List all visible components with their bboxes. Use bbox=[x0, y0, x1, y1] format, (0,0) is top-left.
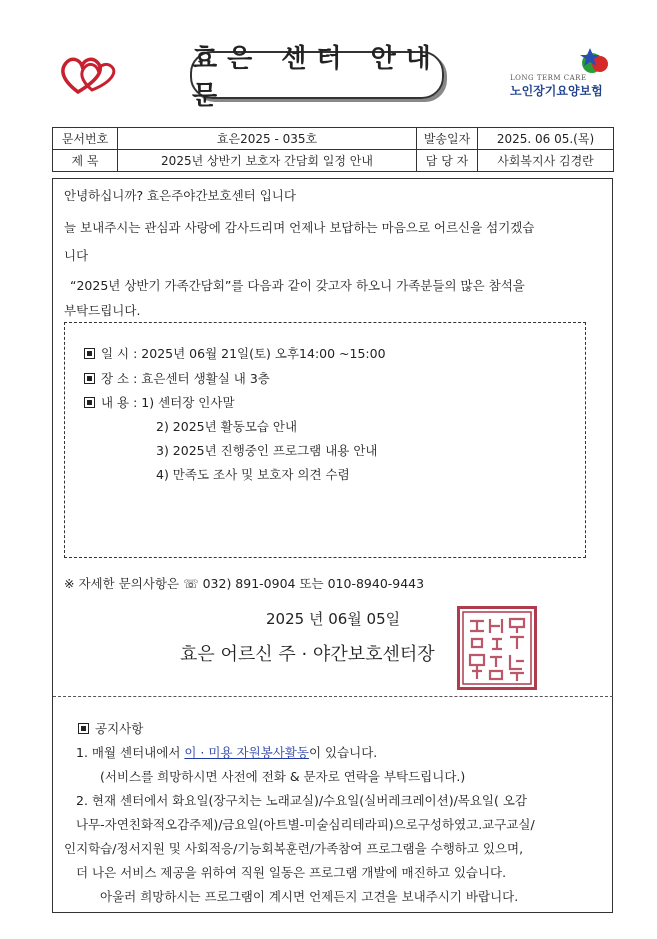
event-date-value: 2025년 06월 21일(토) 오후14:00 ~15:00 bbox=[141, 346, 386, 361]
care-logo-icon bbox=[576, 46, 612, 76]
subject-label: 제 목 bbox=[53, 150, 118, 172]
sign-organization: 효은 어르신 주 · 야간보호센터장 bbox=[180, 644, 435, 665]
sign-date: 2025 년 06월 05일 bbox=[266, 610, 401, 628]
brand-name: 노인장기요양보험 bbox=[510, 84, 603, 98]
notice-text: 2. 현재 센터에서 화요일(장구치는 노래교실)/수요일(실버레크레이션)/목요일( 오감 bbox=[76, 793, 528, 808]
body-line: 니다 bbox=[64, 248, 89, 263]
notice-text: 1. 매월 센터내에서 bbox=[76, 745, 185, 760]
content-item: 4) 만족도 조사 및 보호자 의견 수렴 bbox=[156, 467, 350, 482]
brand-logo bbox=[510, 46, 615, 102]
event-date-row bbox=[84, 344, 386, 362]
notice-text: 더 나은 서비스 제공을 위하여 직원 일동은 프로그램 개발에 매진하고 있습니다. bbox=[76, 865, 507, 880]
notice-heading-row bbox=[78, 719, 143, 737]
notice-heading: 공지사항 bbox=[95, 721, 144, 736]
manager-label: 담 당 자 bbox=[417, 150, 478, 172]
event-place-label: 장 소 : bbox=[101, 371, 138, 386]
notice-text: 인지학습/정서지원 및 사회적응/기능회복훈련/가족참여 프로그램을 수행하고 있으며, bbox=[64, 841, 524, 856]
event-place-row bbox=[84, 369, 270, 387]
event-content-label: 내 용 : bbox=[101, 395, 138, 410]
body-line: “2025년 상반기 가족간담회”를 다음과 같이 갖고자 하오니 가족분들의 많은 참석을 bbox=[70, 278, 525, 293]
notice-text: 아울러 희망하시는 프로그램이 계시면 언제든지 고견을 보내주시기 바랍니다. bbox=[100, 889, 519, 904]
event-place-value: 효은센터 생활실 내 3층 bbox=[141, 371, 270, 386]
notice-text: 이 있습니다. bbox=[308, 745, 378, 760]
official-seal-icon bbox=[457, 606, 537, 690]
bullet-square-icon bbox=[78, 723, 89, 734]
page-title: 효은 센터 안내문 bbox=[192, 44, 441, 111]
event-content-row bbox=[84, 393, 235, 411]
subject-value: 2025년 상반기 보호자 간담회 일정 안내 bbox=[118, 150, 417, 172]
notice-item-1 bbox=[76, 743, 377, 761]
section-divider bbox=[53, 696, 613, 697]
bullet-square-icon bbox=[84, 373, 95, 384]
doc-number-label: 문서번호 bbox=[53, 128, 118, 150]
title-banner bbox=[190, 44, 444, 111]
content-item: 3) 2025년 진행중인 프로그램 내용 안내 bbox=[156, 443, 378, 458]
greeting-text: 안녕하십니까? 효은주야간보호센터 입니다 bbox=[64, 188, 296, 203]
body-line: 늘 보내주시는 관심과 사랑에 감사드리며 언제나 보답하는 마음으로 어르신을 섬기겠습 bbox=[64, 220, 535, 235]
content-item: 1) 센터장 인사말 bbox=[141, 395, 235, 410]
issue-date-value: 2025. 06 05.(목) bbox=[478, 128, 614, 150]
manager-value: 사회복지사 김경란 bbox=[478, 150, 614, 172]
contact-info: ※ 자세한 문의사항은 ☏ 032) 891-0904 또는 010-8940-9443 bbox=[64, 576, 425, 591]
doc-number-value: 효은2025 - 035호 bbox=[118, 128, 417, 150]
document-info-table bbox=[52, 127, 614, 172]
bullet-square-icon bbox=[84, 397, 95, 408]
content-item: 2) 2025년 활동모습 안내 bbox=[156, 419, 298, 434]
notice-text: (서비스를 희망하시면 사전에 전화 & 문자로 연락을 부탁드립니다.) bbox=[100, 769, 466, 784]
brand-tagline: LONG TERM CARE bbox=[510, 74, 587, 82]
notice-text: 나무-자연친화적오감주제)/금요일(아트별-미술심리테라피)으로구성하였고.교구교실/ bbox=[76, 817, 535, 832]
issue-date-label: 발송일자 bbox=[417, 128, 478, 150]
hearts-logo-icon bbox=[58, 52, 120, 96]
event-date-label: 일 시 : bbox=[101, 346, 138, 361]
bullet-square-icon bbox=[84, 348, 95, 359]
volunteer-highlight: 이 · 미용 자원봉사활동 bbox=[184, 745, 309, 760]
body-line: 부탁드립니다. bbox=[64, 303, 141, 318]
